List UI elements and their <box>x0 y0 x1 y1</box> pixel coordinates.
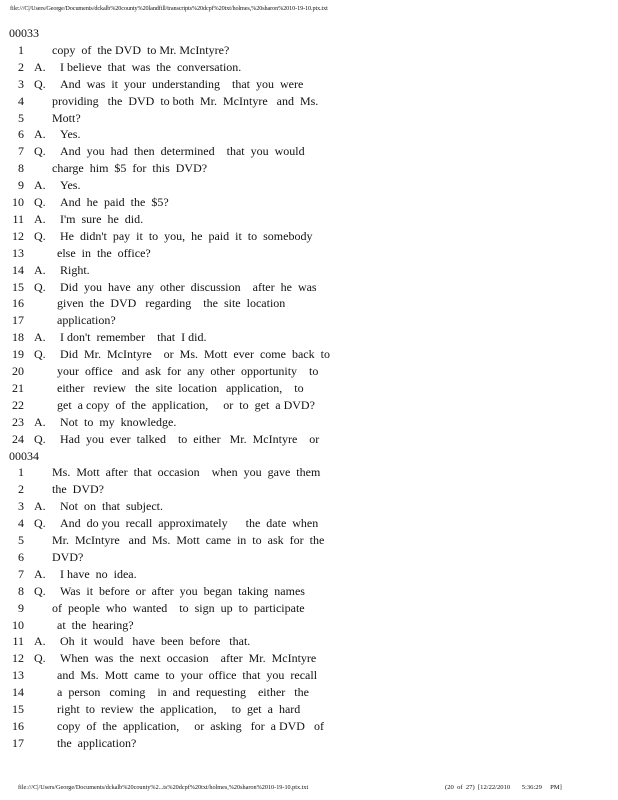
line-number: 16 <box>12 718 24 733</box>
speaker-label: A. <box>34 262 46 277</box>
line-number: 10 <box>12 195 24 209</box>
speaker-label: Q. <box>34 431 46 446</box>
line-number: 15 <box>12 279 24 294</box>
line-text: Mr. McIntyre and Ms. Mott came in to ask for the <box>52 533 325 547</box>
line-number: 17 <box>12 735 24 750</box>
line-number: 16 <box>12 296 24 311</box>
line-number: 6 <box>18 549 24 564</box>
line-text: Not to my knowledge. <box>60 414 177 429</box>
speaker-label: A. <box>34 566 46 581</box>
line-text: either review the site location application, to <box>57 380 304 395</box>
header-file-path: file:///C|/Users/George/Documents/dckalb%20county%20landfill/transcripts%20dcpf%20txt/holmes,%20sharon%2010-19-10.ptx.txt <box>10 5 328 12</box>
speaker-label: Q. <box>34 347 46 362</box>
line-number: 12 <box>12 651 24 666</box>
line-text: I believe that was the conversation. <box>60 59 242 74</box>
line-number: 5 <box>18 110 24 125</box>
speaker-label: A. <box>34 499 46 514</box>
line-text: Was it before or after you began taking names <box>60 583 305 598</box>
line-number: 20 <box>12 364 24 378</box>
line-number: 1 <box>18 42 24 57</box>
speaker-label: Q. <box>34 228 46 243</box>
speaker-label: Q. <box>34 651 46 666</box>
line-number: 4 <box>18 93 24 108</box>
speaker-label: Q. <box>34 195 46 209</box>
line-text: When was the next occasion after Mr. McIntyre <box>60 651 317 666</box>
speaker-label: Q. <box>34 76 46 91</box>
speaker-label: Q. <box>34 583 46 598</box>
line-text: Not on that subject. <box>60 499 163 514</box>
line-number: 10 <box>12 617 24 632</box>
line-text: providing the DVD to both Mr. McIntyre and Ms. <box>52 93 319 108</box>
line-text: I have no idea. <box>60 566 137 581</box>
line-number: 11 <box>12 634 24 649</box>
line-number: 21 <box>12 380 24 395</box>
line-number: 5 <box>18 533 24 547</box>
speaker-label: A. <box>34 330 46 345</box>
line-number: 22 <box>12 397 24 412</box>
line-text: the application? <box>57 735 137 750</box>
line-number: 13 <box>12 245 24 260</box>
line-number: 18 <box>12 330 24 345</box>
line-number: 17 <box>12 313 24 328</box>
line-number: 7 <box>18 566 24 581</box>
line-number: 3 <box>18 76 24 91</box>
line-text: And you had then determined that you would <box>60 144 305 159</box>
line-number: 11 <box>12 211 24 226</box>
line-number: 3 <box>18 499 24 514</box>
line-text: I don't remember that I did. <box>60 330 207 345</box>
line-text: And was it your understanding that you were <box>60 76 304 91</box>
line-text: copy of the application, or asking for a DVD of <box>57 718 324 733</box>
line-text: I'm sure he did. <box>60 211 144 226</box>
page-number: 00034 <box>9 448 39 463</box>
line-text: Did you have any other discussion after he was <box>60 279 317 294</box>
line-text: and Ms. Mott came to your office that you recall <box>57 668 318 683</box>
line-text: Oh it would have been before that. <box>60 634 251 649</box>
line-number: 8 <box>18 161 24 176</box>
line-text: Had you ever talked to either Mr. McIntyre or <box>60 431 320 446</box>
line-number: 2 <box>18 482 24 497</box>
line-text: And do you recall approximately the date when <box>60 516 319 531</box>
line-text: your office and ask for any other opportunity to <box>57 364 319 378</box>
line-text: Right. <box>60 262 90 277</box>
line-text: Yes. <box>60 178 81 193</box>
line-text: a person coming in and requesting either the <box>57 685 309 700</box>
line-number: 9 <box>18 600 24 615</box>
line-number: 14 <box>12 685 24 700</box>
line-number: 4 <box>18 516 24 531</box>
line-number: 6 <box>18 127 24 142</box>
speaker-label: Q. <box>34 279 46 294</box>
speaker-label: A. <box>34 178 46 193</box>
line-text: He didn't pay it to you, he paid it to somebody <box>60 228 313 243</box>
line-text: else in the office? <box>57 245 151 260</box>
line-text: of people who wanted to sign up to participate <box>52 600 305 615</box>
line-text: the DVD? <box>52 482 104 497</box>
speaker-label: A. <box>34 634 46 649</box>
line-number: 12 <box>12 228 24 243</box>
line-text: right to review the application, to get a hard <box>57 702 301 716</box>
line-text: charge him $5 for this DVD? <box>52 161 208 176</box>
line-text: get a copy of the application, or to get a DVD? <box>57 397 315 412</box>
speaker-label: Q. <box>34 144 46 159</box>
line-text: Yes. <box>60 127 81 142</box>
line-number: 19 <box>12 347 24 362</box>
speaker-label: Q. <box>34 516 46 531</box>
line-text: Ms. Mott after that occasion when you gave them <box>52 465 321 480</box>
line-text: given the DVD regarding the site location <box>57 296 286 311</box>
line-text: And he paid the $5? <box>60 195 169 209</box>
line-text: application? <box>57 313 116 328</box>
line-number: 14 <box>12 262 24 277</box>
line-number: 23 <box>12 414 24 429</box>
speaker-label: A. <box>34 127 46 142</box>
line-number: 8 <box>18 583 24 598</box>
speaker-label: A. <box>34 414 46 429</box>
line-text: copy of the DVD to Mr. McIntyre? <box>52 42 230 57</box>
line-number: 13 <box>12 668 24 683</box>
speaker-label: A. <box>34 59 46 74</box>
line-number: 7 <box>18 144 24 159</box>
line-text: at the hearing? <box>57 617 134 632</box>
line-number: 24 <box>12 431 24 446</box>
line-number: 15 <box>12 702 24 716</box>
page-number: 00033 <box>9 26 39 40</box>
speaker-label: A. <box>34 211 46 226</box>
line-number: 1 <box>18 465 24 480</box>
line-text: Mott? <box>52 110 81 125</box>
line-number: 2 <box>18 59 24 74</box>
line-text: Did Mr. McIntyre or Ms. Mott ever come back to <box>60 347 330 362</box>
line-text: DVD? <box>52 549 84 564</box>
footer-file-path: file:///C|/Users/George/Documents/dckalb%20county%2...ts%20dcpf%20txt/holmes,%20sharon%2010-19-10.ptx.txt <box>18 784 309 791</box>
footer-page-info: (20 of 27) [12/22/2010 5:36:29 PM] <box>445 784 562 791</box>
line-number: 9 <box>18 178 24 193</box>
